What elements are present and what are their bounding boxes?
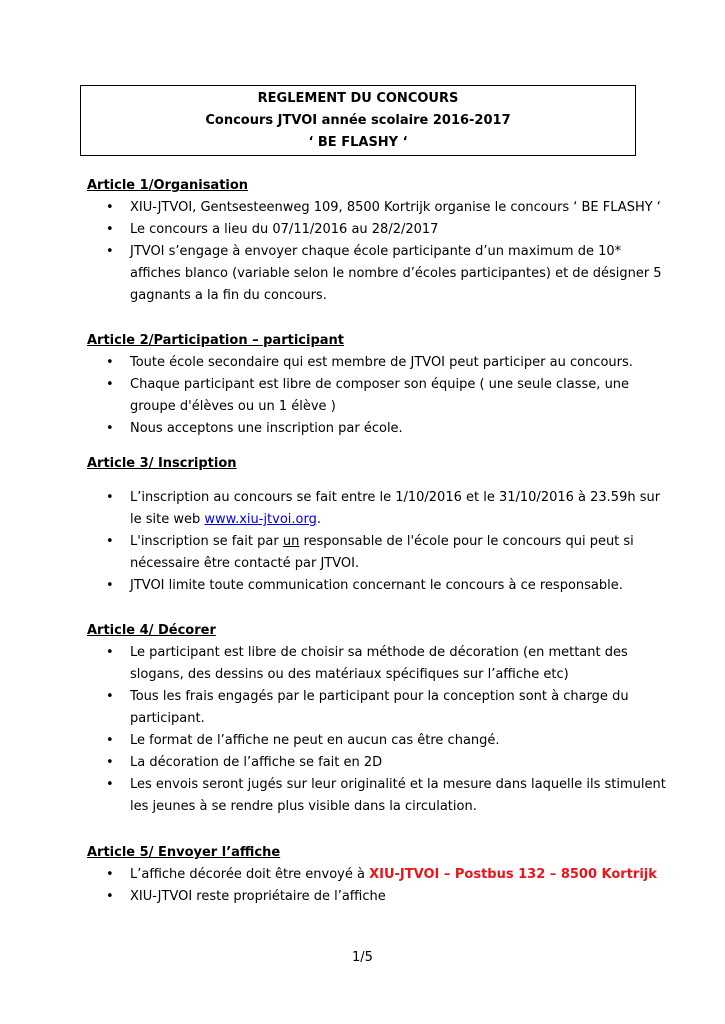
list-item: • L’inscription au concours se fait entre le 1/10/2016 et le 31/10/2016 à 23.59h sur le site web www.xiu-jtvoi.org. bbox=[87, 487, 647, 531]
page-number: 1/5 bbox=[352, 950, 373, 965]
article-2-list bbox=[87, 352, 647, 440]
list-item: • L’affiche décorée doit être envoyé à XIU-JTVOI – Postbus 132 – 8500 Kortrijk bbox=[87, 864, 647, 886]
bullet-icon: • bbox=[106, 889, 114, 904]
bullet-icon: • bbox=[106, 534, 114, 549]
list-item: • Le concours a lieu du 07/11/2016 au 28/2/2017 bbox=[87, 219, 647, 241]
bullet-icon: • bbox=[106, 222, 114, 237]
article-4-list bbox=[87, 642, 666, 818]
list-item: • La décoration de l’affiche se fait en 2D bbox=[87, 752, 647, 774]
list-item: • Nous acceptons une inscription par école. bbox=[87, 418, 647, 440]
list-item: • Les envois seront jugés sur leur originalité et la mesure dans laquelle ils stimulent les jeunes à se rendre plus visible dans la circulation. bbox=[87, 774, 647, 818]
bullet-icon: • bbox=[106, 777, 114, 792]
article-3-list bbox=[87, 487, 661, 597]
article-1-heading: Article 1/Organisation bbox=[87, 178, 249, 193]
bullet-icon: • bbox=[106, 755, 114, 770]
list-item: • JTVOI limite toute communication concernant le concours à ce responsable. bbox=[87, 575, 647, 597]
article-4-heading: Article 4/ Décorer bbox=[87, 623, 216, 638]
list-item: • XIU-JTVOI, Gentsesteenweg 109, 8500 Kortrijk organise le concours ‘ BE FLASHY ‘ bbox=[87, 197, 647, 219]
bullet-icon: • bbox=[106, 421, 114, 436]
list-item: • Le format de l’affiche ne peut en aucun cas être changé. bbox=[87, 730, 647, 752]
bullet-icon: • bbox=[106, 355, 114, 370]
list-item: • Tous les frais engagés par le participant pour la conception sont à charge du participant. bbox=[87, 686, 647, 730]
article-5-list bbox=[87, 864, 657, 908]
bullet-icon: • bbox=[106, 578, 114, 593]
document-subtitle: Concours JTVOI année scolaire 2016-2017 bbox=[205, 113, 511, 128]
bullet-icon: • bbox=[106, 244, 114, 259]
title-box bbox=[80, 85, 636, 156]
article-1-list bbox=[87, 197, 662, 307]
bullet-icon: • bbox=[106, 490, 114, 505]
postal-address: XIU-JTVOI – Postbus 132 – 8500 Kortrijk bbox=[369, 867, 657, 882]
list-item: • JTVOI s’engage à envoyer chaque école participante d’un maximum de 10* affiches blanco (variable selon le nombre d’écoles participantes) et de désigner 5 gagnants a la fin du concours. bbox=[87, 241, 647, 307]
bullet-icon: • bbox=[106, 645, 114, 660]
contest-name: ‘ BE FLASHY ‘ bbox=[308, 135, 408, 150]
website-link[interactable]: www.xiu-jtvoi.org bbox=[204, 512, 317, 527]
list-item: • L'inscription se fait par un responsable de l'école pour le concours qui peut si nécessaire être contacté par JTVOI. bbox=[87, 531, 647, 575]
document-title: REGLEMENT DU CONCOURS bbox=[257, 91, 459, 106]
bullet-icon: • bbox=[106, 377, 114, 392]
list-item: • Chaque participant est libre de composer son équipe ( une seule classe, une groupe d'élèves ou un 1 élève ) bbox=[87, 374, 647, 418]
article-3-heading: Article 3/ Inscription bbox=[87, 456, 237, 471]
list-item: • XIU-JTVOI reste propriétaire de l’affiche bbox=[87, 886, 647, 908]
bullet-icon: • bbox=[106, 867, 114, 882]
list-item: • Toute école secondaire qui est membre de JTVOI peut participer au concours. bbox=[87, 352, 647, 374]
bullet-icon: • bbox=[106, 733, 114, 748]
list-item: • Le participant est libre de choisir sa méthode de décoration (en mettant des slogans, des dessins ou des matériaux spécifiques sur l’affiche etc) bbox=[87, 642, 647, 686]
article-2-heading: Article 2/Participation – participant bbox=[87, 333, 344, 348]
bullet-icon: • bbox=[106, 689, 114, 704]
bullet-icon: • bbox=[106, 200, 114, 215]
article-5-heading: Article 5/ Envoyer l’affiche bbox=[87, 845, 281, 860]
